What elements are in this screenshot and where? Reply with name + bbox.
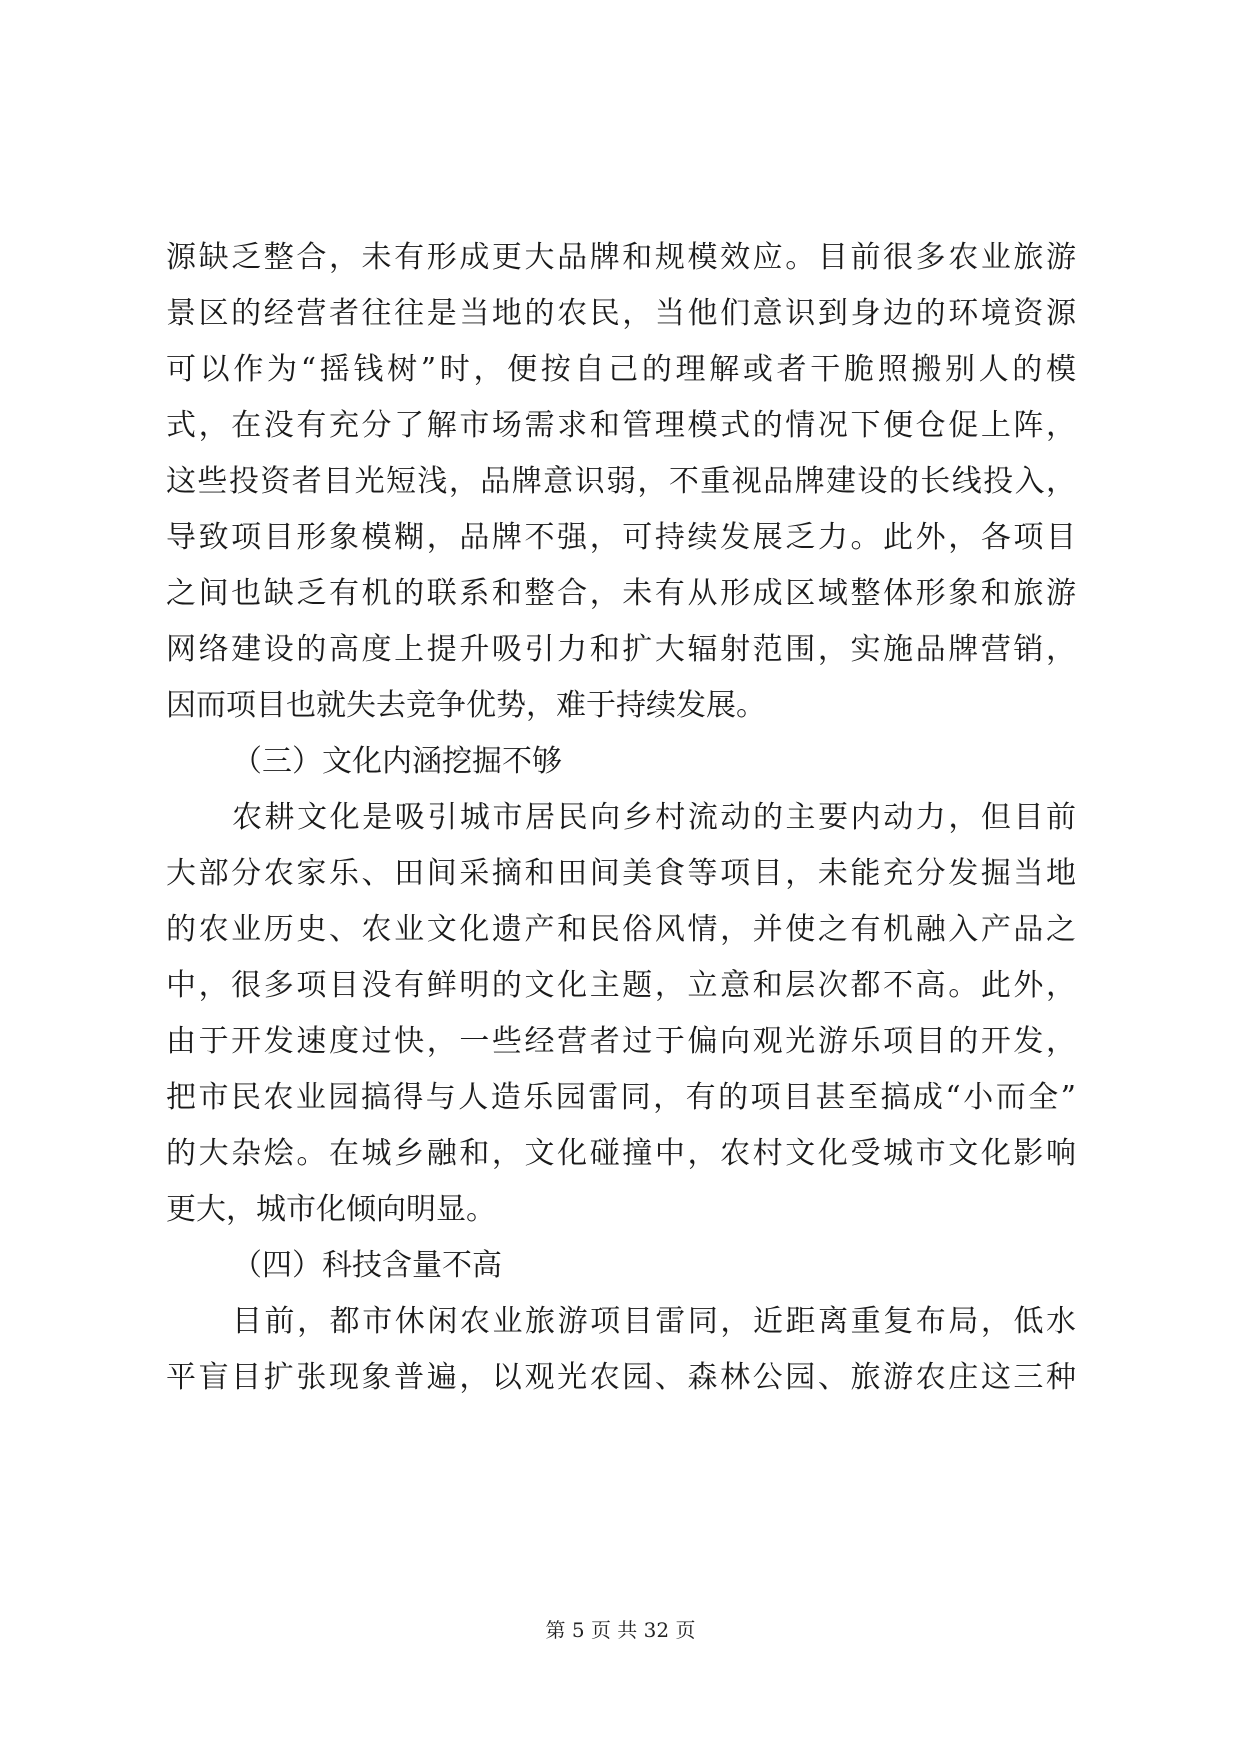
text-line: 因而项目也就失去竞争优势，难于持续发展。	[166, 688, 766, 723]
text-line: 更大，城市化倾向明显。	[166, 1192, 496, 1227]
text-line: 可以作为“摇钱树”时，便按自己的理解或者干脆照搬别人的模	[166, 352, 1076, 387]
text-line: 源缺乏整合，未有形成更大品牌和规模效应。目前很多农业旅游	[166, 240, 1076, 275]
text-line: 把市民农业园搞得与人造乐园雷同，有的项目甚至搞成“小而全”	[166, 1080, 1076, 1115]
document-body	[166, 230, 1076, 1406]
section-heading-3: （三）文化内涵挖掘不够	[232, 744, 562, 779]
text-line: 由于开发速度过快，一些经营者过于偏向观光游乐项目的开发，	[166, 1024, 1076, 1059]
page-number-footer: 第 5 页 共 32 页	[545, 1618, 696, 1642]
text-line: 导致项目形象模糊，品牌不强，可持续发展乏力。此外，各项目	[166, 520, 1076, 555]
text-line: 平盲目扩张现象普遍，以观光农园、森林公园、旅游农庄这三种	[166, 1360, 1076, 1395]
section-heading-4: （四）科技含量不高	[232, 1248, 502, 1283]
text-line: 中，很多项目没有鲜明的文化主题，立意和层次都不高。此外，	[166, 968, 1076, 1003]
text-line: 式，在没有充分了解市场需求和管理模式的情况下便仓促上阵，	[166, 408, 1076, 443]
text-line: 网络建设的高度上提升吸引力和扩大辐射范围，实施品牌营销，	[166, 632, 1076, 667]
text-line: 这些投资者目光短浅，品牌意识弱，不重视品牌建设的长线投入，	[166, 464, 1076, 499]
paragraph-3	[166, 1294, 1076, 1406]
paragraph-2	[166, 790, 1076, 1238]
text-line: 的农业历史、农业文化遗产和民俗风情，并使之有机融入产品之	[166, 912, 1076, 947]
text-line: 农耕文化是吸引城市居民向乡村流动的主要内动力，但目前	[232, 800, 1076, 835]
text-line: 的大杂烩。在城乡融和，文化碰撞中，农村文化受城市文化影响	[166, 1136, 1076, 1171]
text-line: 之间也缺乏有机的联系和整合，未有从形成区域整体形象和旅游	[166, 576, 1076, 611]
text-line: 目前，都市休闲农业旅游项目雷同，近距离重复布局，低水	[232, 1304, 1076, 1339]
text-line: 大部分农家乐、田间采摘和田间美食等项目，未能充分发掘当地	[166, 856, 1076, 891]
paragraph-1	[166, 230, 1076, 734]
text-line: 景区的经营者往往是当地的农民，当他们意识到身边的环境资源	[166, 296, 1076, 331]
